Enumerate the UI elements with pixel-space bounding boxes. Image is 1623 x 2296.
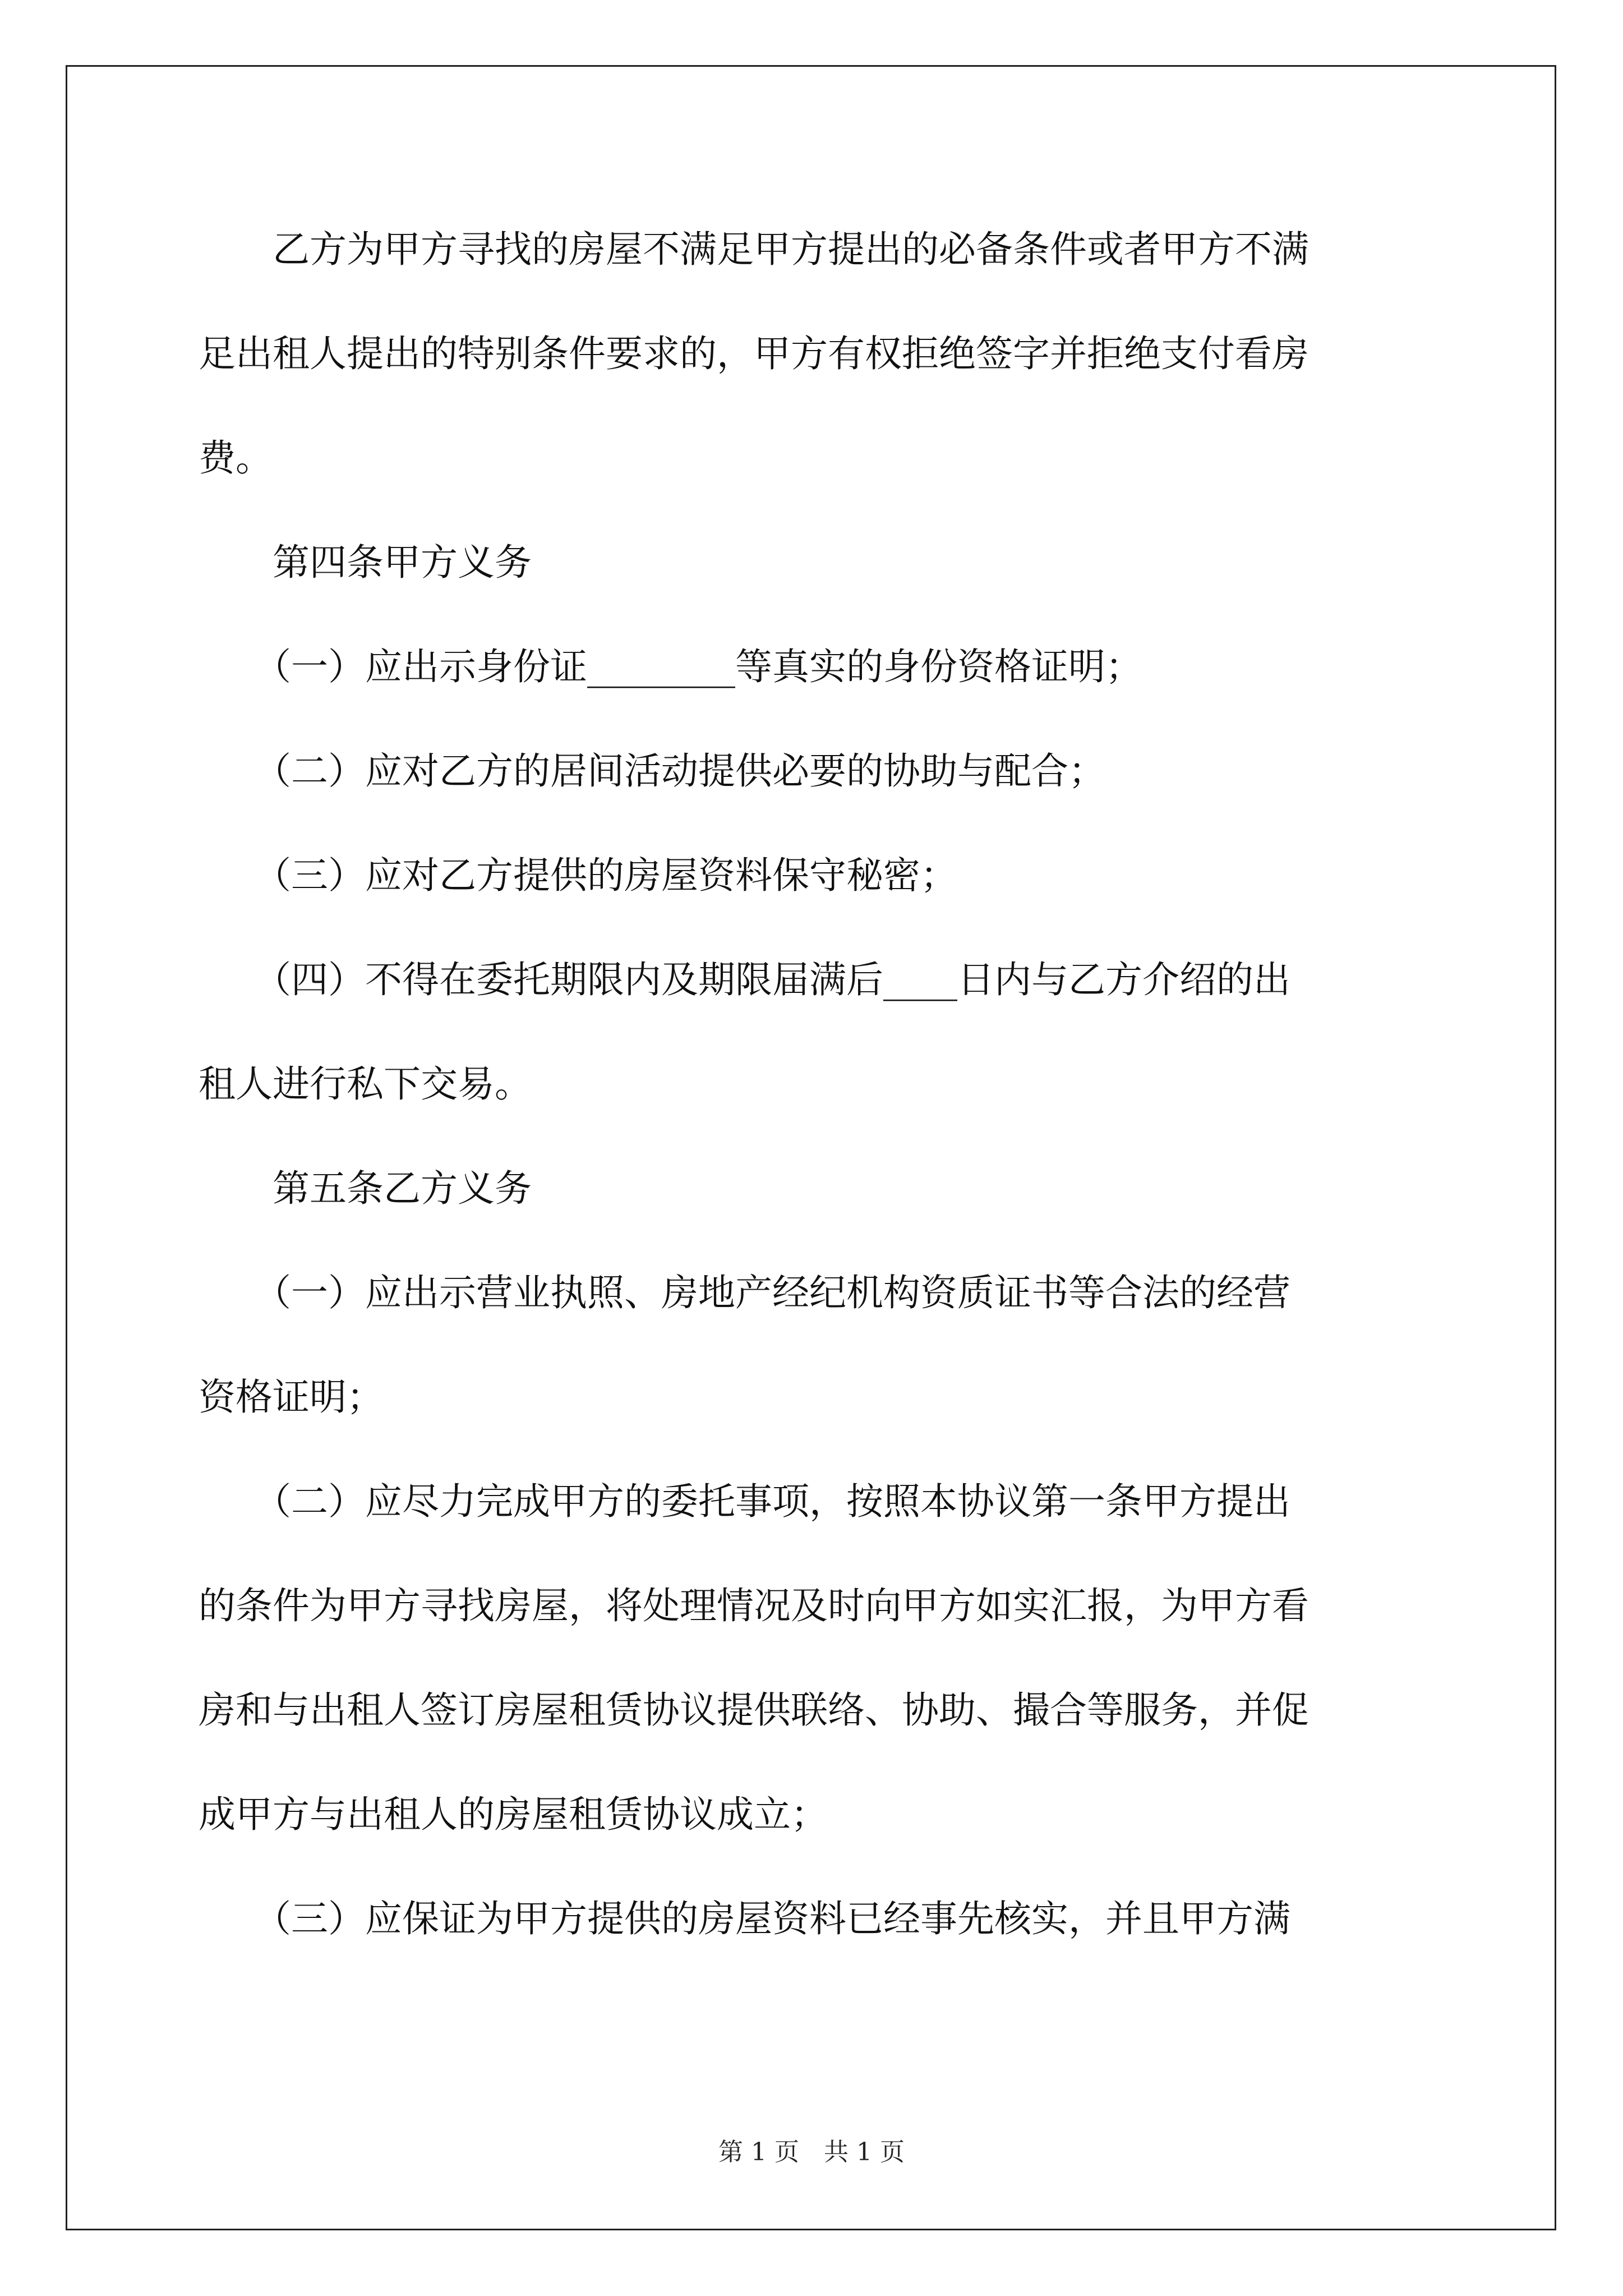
paragraph-line: 成甲方与出租人的房屋租赁协议成立； xyxy=(199,1793,828,1836)
paragraph-line: （四）不得在委托期限内及期限届满后____日内与乙方介绍的出 xyxy=(199,958,1290,1001)
paragraph-line: （一）应出示营业执照、房地产经纪机构资质证书等合法的经营 xyxy=(199,1271,1290,1314)
section-heading: 第四条甲方义务 xyxy=(199,541,532,584)
page-footer: 第 1 页 共 1 页 xyxy=(718,2138,905,2166)
paragraph-line: 资格证明； xyxy=(199,1375,384,1419)
paragraph-line: 的条件为甲方寻找房屋，将处理情况及时向甲方如实汇报，为甲方看 xyxy=(199,1584,1309,1627)
paragraph-line: （二）应对乙方的居间活动提供必要的协助与配合； xyxy=(199,749,1105,793)
paragraph-line: 乙方为甲方寻找的房屋不满足甲方提出的必备条件或者甲方不满 xyxy=(199,228,1309,271)
paragraph-line: 足出租人提出的特别条件要求的，甲方有权拒绝签字并拒绝支付看房 xyxy=(199,332,1309,375)
section-heading: 第五条乙方义务 xyxy=(199,1167,532,1210)
paragraph-line: 租人进行私下交易。 xyxy=(199,1062,532,1106)
paragraph-line: （二）应尽力完成甲方的委托事项，按照本协议第一条甲方提出 xyxy=(199,1480,1290,1523)
paragraph-line: （三）应对乙方提供的房屋资料保守秘密； xyxy=(199,854,957,897)
paragraph-line: （一）应出示身份证________等真实的身份资格证明； xyxy=(199,645,1142,688)
paragraph-line: （三）应保证为甲方提供的房屋资料已经事先核实，并且甲方满 xyxy=(199,1897,1290,1940)
paragraph-line: 费。 xyxy=(199,436,273,480)
paragraph-line: 房和与出租人签订房屋租赁协议提供联络、协助、撮合等服务，并促 xyxy=(199,1688,1309,1732)
